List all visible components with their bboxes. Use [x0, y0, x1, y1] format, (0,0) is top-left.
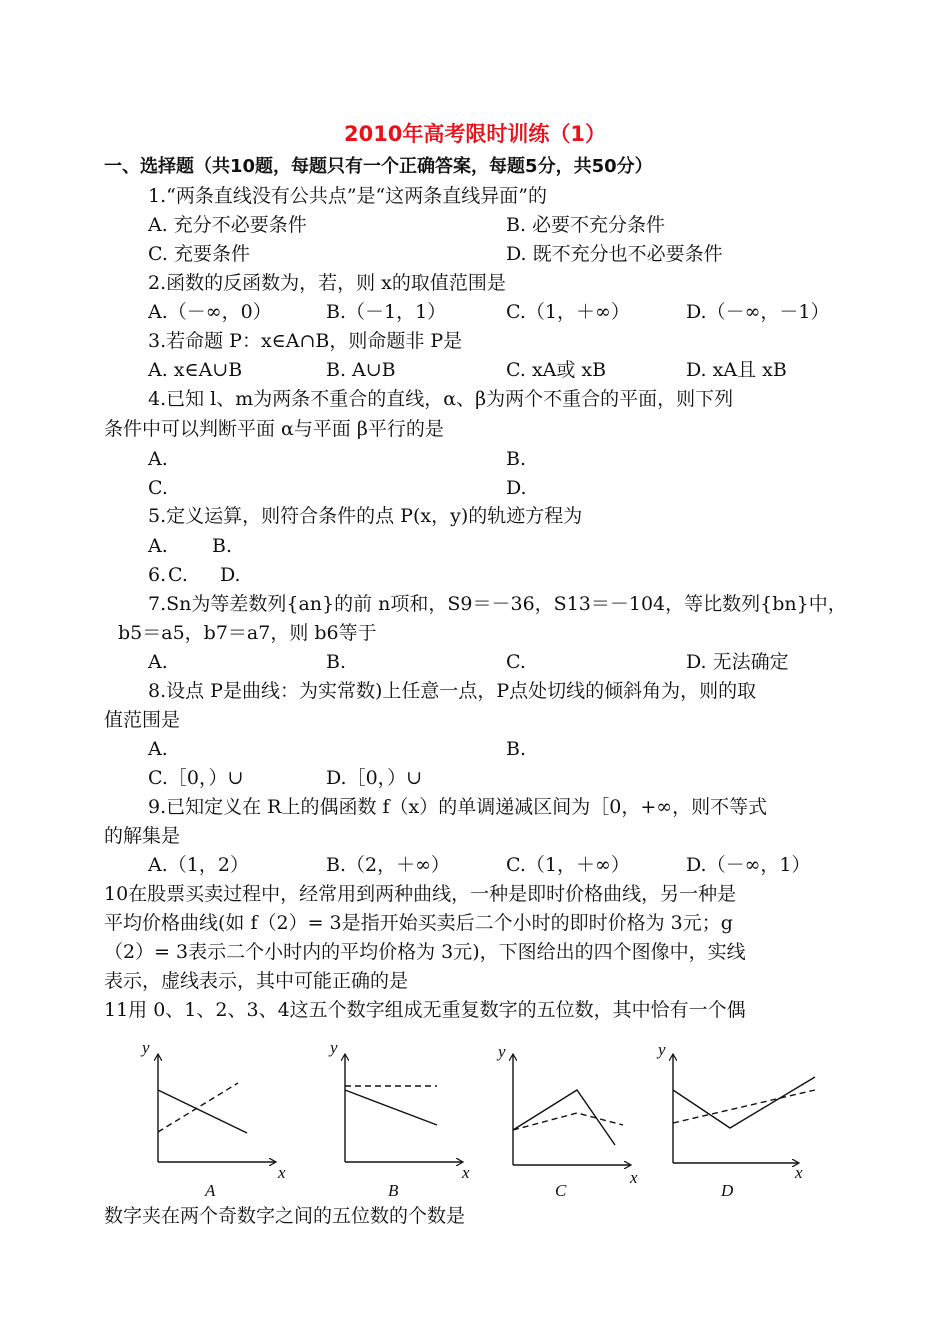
question-9-stem-line2: 的解集是 [104, 825, 181, 847]
graph-b-solid-line [345, 1090, 437, 1125]
question-4-option-b: B. [506, 448, 527, 470]
question-10-graphs [100, 1035, 860, 1215]
question-10-line2: 平均价格曲线(如 f（2）= 3是指开始买卖后二个小时的即时价格为 3元；g [104, 912, 733, 934]
question-4-stem-line2: 条件中可以判断平面 α与平面 β平行的是 [104, 418, 444, 440]
graph-c-y-label: y [498, 1042, 506, 1061]
question-8-option-a: A. [148, 738, 168, 760]
question-9-stem-line1: 9.已知定义在 R上的偶函数 f（x）的单调递减区间为［0，+∞，则不等式 [148, 796, 768, 818]
graph-b-y-label: y [330, 1038, 338, 1057]
question-3-option-c: C. xA或 xB [506, 359, 607, 381]
question-11-line2: 数字夹在两个奇数字之间的五位数的个数是 [104, 1205, 466, 1227]
graph-b [345, 1055, 462, 1162]
question-6-option-d: D. [220, 564, 241, 586]
question-7-option-a: A. [148, 651, 168, 673]
question-4-option-a: A. [148, 448, 168, 470]
question-9-option-d: D.（－∞，1） [686, 854, 811, 876]
question-3-option-b: B. A∪B [326, 359, 396, 381]
graph-a [158, 1055, 275, 1162]
question-6-option-c: C. [168, 564, 188, 586]
graph-d-solid-line [673, 1077, 815, 1128]
question-1-option-a: A. 充分不必要条件 [148, 214, 307, 236]
question-9-option-c: C.（1，＋∞） [506, 854, 630, 876]
question-2-stem: 2.函数的反函数为，若，则 x的取值范围是 [148, 272, 506, 294]
question-6-number: 6. [148, 564, 167, 586]
graph-a-y-label: y [142, 1038, 150, 1057]
question-8-option-c: C.［0，）∪ [148, 767, 244, 789]
question-5-option-b: B. [212, 535, 233, 557]
graph-d [673, 1055, 815, 1163]
graph-b-x-label: x [462, 1163, 470, 1182]
graph-d-caption: D [721, 1181, 734, 1200]
question-10-line4: 表示，虚线表示，其中可能正确的是 [104, 970, 409, 992]
question-7-stem-line2: b5＝a5，b7＝a7，则 b6等于 [118, 622, 377, 644]
question-1-option-b: B. 必要不充分条件 [506, 214, 666, 236]
graph-c-solid-line [513, 1090, 615, 1145]
graph-c-dashed-line [513, 1113, 623, 1130]
question-10-line1: 10在股票买卖过程中，经常用到两种曲线，一种是即时价格曲线，另一种是 [104, 883, 737, 905]
graph-a-x-label: x [278, 1163, 286, 1182]
question-7-option-d: D. 无法确定 [686, 651, 789, 673]
graph-d-dashed-line [673, 1090, 815, 1123]
question-11-line1: 11用 0、1、2、3、4这五个数字组成无重复数字的五位数，其中恰有一个偶 [104, 999, 746, 1021]
question-5-stem: 5.定义运算，则符合条件的点 P(x，y)的轨迹方程为 [148, 505, 583, 527]
question-1-option-d: D. 既不充分也不必要条件 [506, 243, 723, 265]
graph-c-x-label: x [630, 1168, 638, 1187]
graph-a-caption: A [205, 1181, 216, 1200]
question-7-stem-line1: 7.Sn为等差数列{an}的前 n项和，S9＝－36，S13＝－104，等比数列{bn}中， [148, 593, 847, 615]
question-4-stem-line1: 4.已知 l、m为两条不重合的直线，α、β为两个不重合的平面，则下列 [148, 388, 734, 410]
graph-c-caption: C [555, 1181, 567, 1200]
section-heading: 一、选择题（共10题，每题只有一个正确答案，每题5分，共50分） [104, 156, 653, 177]
question-2-option-d: D.（－∞，－1） [686, 301, 830, 323]
graph-a-solid-line [158, 1090, 247, 1133]
question-1-stem: 1.“两条直线没有公共点”是“这两条直线异面”的 [148, 185, 547, 207]
question-9-option-a: A.（1，2） [148, 854, 249, 876]
question-3-option-d: D. xA且 xB [686, 359, 787, 381]
question-3-option-a: A. x∈A∪B [148, 359, 243, 381]
question-4-option-d: D. [506, 477, 527, 499]
graph-a-dashed-line [158, 1083, 238, 1132]
question-8-stem-line2: 值范围是 [104, 709, 181, 731]
question-8-stem-line1: 8.设点 P是曲线：为实常数)上任意一点，P点处切线的倾斜角为，则的取 [148, 680, 757, 702]
question-2-option-a: A.（－∞，0） [148, 301, 272, 323]
question-4-option-c: C. [148, 477, 168, 499]
graph-d-x-label: x [795, 1163, 803, 1182]
question-5-option-a: A. [148, 535, 168, 557]
graph-b-caption: B [388, 1181, 399, 1200]
question-7-option-c: C. [506, 651, 526, 673]
question-8-option-b: B. [506, 738, 527, 760]
question-9-option-b: B.（2，＋∞） [326, 854, 450, 876]
page-title: 2010年高考限时训练（1） [343, 122, 607, 146]
question-1-option-c: C. 充要条件 [148, 243, 250, 265]
question-7-option-b: B. [326, 651, 347, 673]
question-3-stem: 3.若命题 P：x∈A∩B，则命题非 P是 [148, 330, 463, 352]
question-10-line3: （2）= 3表示二个小时内的平均价格为 3元)，下图给出的四个图像中，实线 [104, 941, 746, 963]
question-2-option-c: C.（1，＋∞） [506, 301, 630, 323]
question-2-option-b: B.（－1，1） [326, 301, 447, 323]
graph-c [513, 1055, 630, 1165]
graph-d-y-label: y [658, 1040, 666, 1059]
question-8-option-d: D.［0，）∪ [326, 767, 423, 789]
